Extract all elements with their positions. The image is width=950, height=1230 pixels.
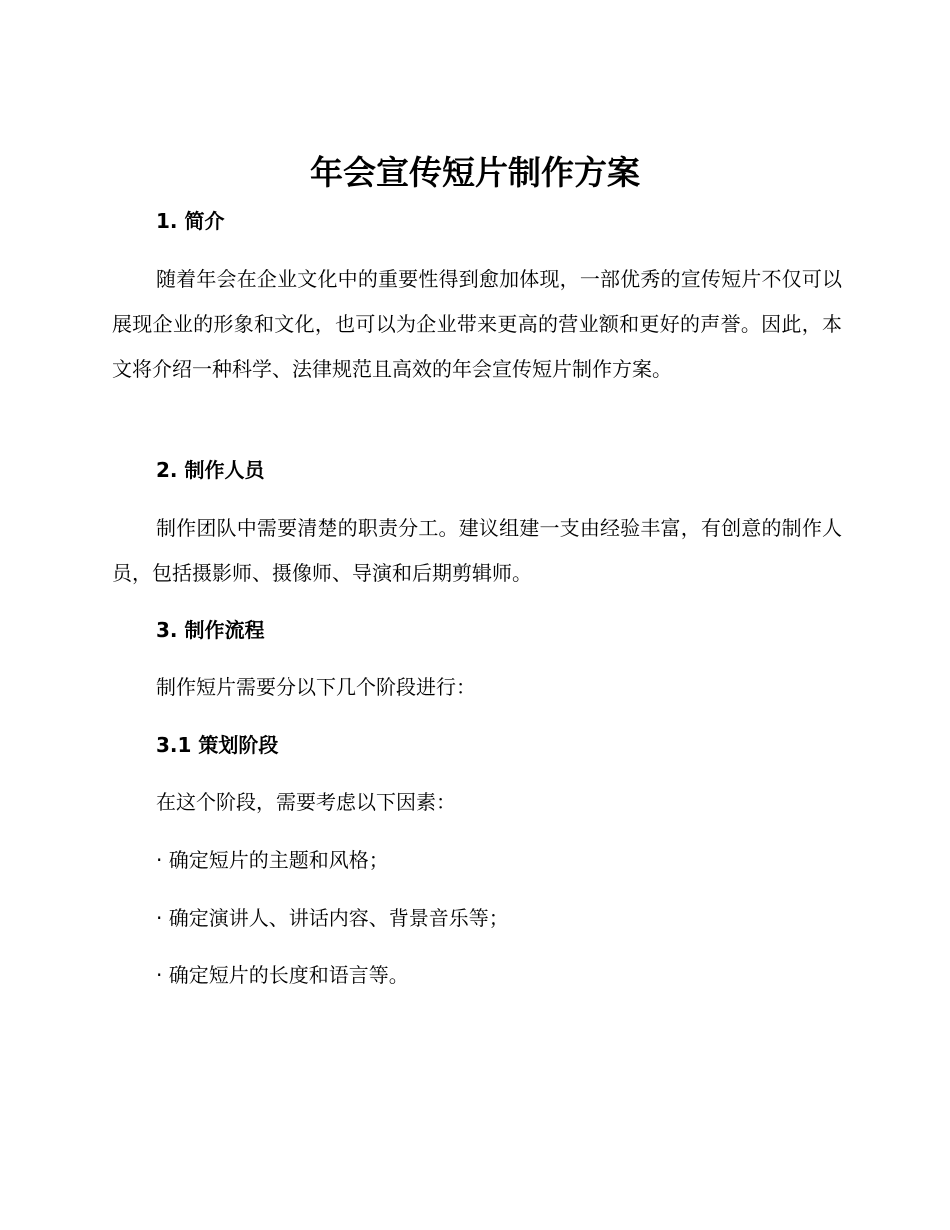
section-heading-process: 3. 制作流程	[156, 618, 265, 642]
planning-intro: 在这个阶段，需要考虑以下因素：	[156, 790, 456, 814]
section-heading-intro: 1. 简介	[156, 209, 225, 233]
process-intro: 制作短片需要分以下几个阶段进行：	[156, 675, 476, 699]
planning-bullet-1: · 确定短片的主题和风格；	[156, 848, 389, 872]
planning-bullet-2: · 确定演讲人、讲话内容、背景音乐等；	[156, 906, 509, 930]
staff-paragraph: 制作团队中需要清楚的职责分工。建议组建一支由经验丰富，有创意的制作人员，包括摄影师、摄像师、导演和后期剪辑师。	[112, 516, 842, 585]
section-heading-planning: 3.1 策划阶段	[156, 733, 279, 757]
intro-paragraph: 随着年会在企业文化中的重要性得到愈加体现，一部优秀的宣传短片不仅可以展现企业的形象和文化，也可以为企业带来更高的营业额和更好的声誉。因此，本文将介绍一种科学、法律规范且高效的年会宣传短片制作方案。	[112, 267, 842, 381]
document-title: 年会宣传短片制作方案	[310, 153, 640, 192]
section-heading-staff: 2. 制作人员	[156, 458, 265, 482]
planning-bullet-3: · 确定短片的长度和语言等。	[156, 963, 409, 987]
